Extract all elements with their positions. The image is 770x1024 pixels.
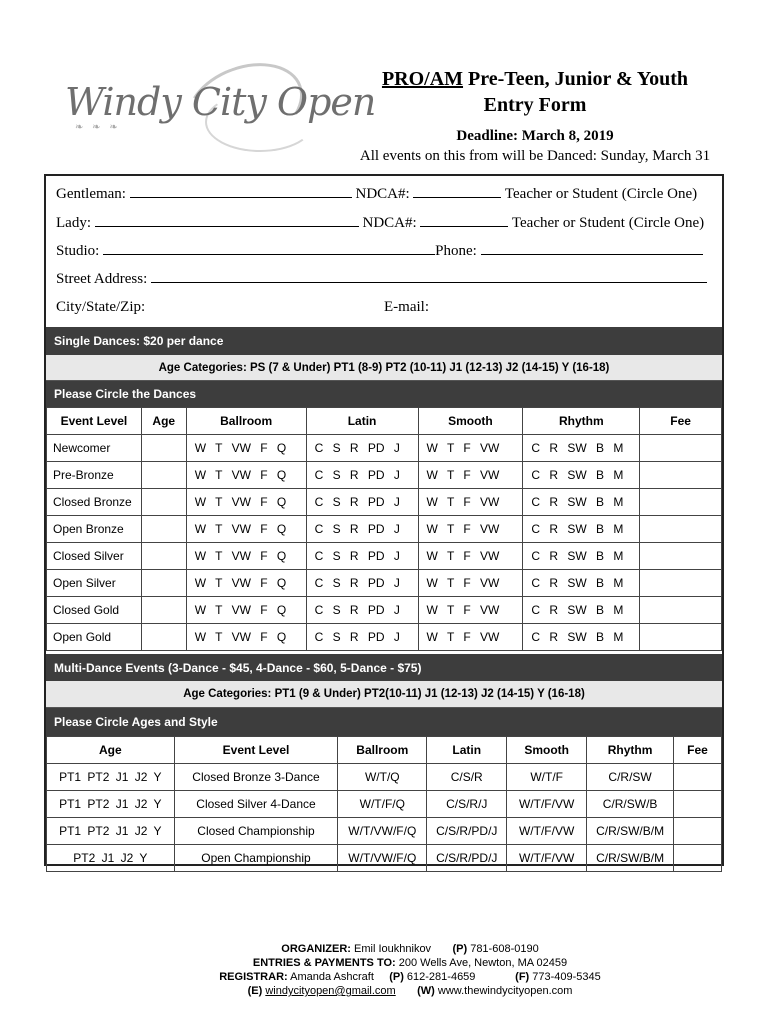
smooth-style[interactable]: W/T/F	[507, 764, 587, 791]
logo-text: Windy City Open	[65, 80, 376, 124]
footer-web-line	[150, 984, 670, 998]
footer-organizer-line	[150, 942, 670, 956]
event-level: Open Silver	[47, 570, 142, 597]
header-smooth: Smooth	[507, 737, 587, 764]
latin-style[interactable]: C/S/R/PD/J	[427, 845, 507, 872]
header-age: Age	[141, 408, 186, 435]
lady-row	[56, 215, 704, 232]
age-cell[interactable]	[141, 462, 186, 489]
header-event-level: Event Level	[174, 737, 338, 764]
ballroom-dances[interactable]: W T VW F Q	[186, 516, 306, 543]
event-level: Pre-Bronze	[47, 462, 142, 489]
event-level: Closed Gold	[47, 597, 142, 624]
title-proam: PRO/AM	[381, 68, 464, 90]
rhythm-dances[interactable]: C R SW B M	[523, 570, 640, 597]
gentleman-label: Gentleman:	[56, 186, 126, 202]
entries-address: 200 Wells Ave, Newton, MA 02459	[395, 957, 568, 969]
smooth-style[interactable]: W/T/F/VW	[507, 818, 587, 845]
single-dances-bar: Single Dances: $20 per dance	[46, 327, 722, 355]
latin-dances[interactable]: C S R PD J	[306, 543, 418, 570]
latin-dances[interactable]: C S R PD J	[306, 570, 418, 597]
header-ballroom: Ballroom	[338, 737, 427, 764]
lady-field[interactable]	[95, 215, 359, 227]
rhythm-dances[interactable]: C R SW B M	[523, 543, 640, 570]
table-row	[47, 764, 722, 791]
smooth-dances[interactable]: W T F VW	[418, 516, 523, 543]
header-fee: Fee	[674, 737, 722, 764]
header-rhythm: Rhythm	[587, 737, 674, 764]
event-level: Open Gold	[47, 624, 142, 651]
header-smooth: Smooth	[418, 408, 523, 435]
registrar-label: REGISTRAR:	[219, 971, 288, 983]
header-age: Age	[47, 737, 175, 764]
form-title-line1	[330, 66, 740, 92]
smooth-dances[interactable]: W T F VW	[418, 435, 523, 462]
ndca-field-1[interactable]	[413, 186, 501, 198]
header-ballroom: Ballroom	[186, 408, 306, 435]
ballroom-dances[interactable]: W T VW F Q	[186, 624, 306, 651]
age-options[interactable]: PT1 PT2 J1 J2 Y	[47, 791, 175, 818]
organizer-name: Emil Ioukhnikov	[350, 943, 432, 955]
smooth-dances[interactable]: W T F VW	[418, 489, 523, 516]
organizer-label: ORGANIZER:	[281, 943, 351, 955]
circle-dances-bar: Please Circle the Dances	[46, 381, 722, 407]
event-level: Closed Championship	[174, 818, 338, 845]
smooth-dances[interactable]: W T F VW	[418, 570, 523, 597]
smooth-dances[interactable]: W T F VW	[418, 543, 523, 570]
table-row	[47, 543, 722, 570]
footer-registrar-line	[150, 970, 670, 984]
header-rhythm: Rhythm	[523, 408, 640, 435]
fee-cell[interactable]	[640, 489, 722, 516]
table-row	[47, 624, 722, 651]
web-label: (W)	[417, 985, 435, 997]
latin-dances[interactable]: C S R PD J	[306, 462, 418, 489]
age-options[interactable]: PT1 PT2 J1 J2 Y	[47, 818, 175, 845]
header-latin: Latin	[306, 408, 418, 435]
age-cell[interactable]	[141, 597, 186, 624]
smooth-dances[interactable]: W T F VW	[418, 597, 523, 624]
rhythm-dances[interactable]: C R SW B M	[523, 462, 640, 489]
deadline: Deadline: March 8, 2019	[456, 128, 614, 144]
fee-cell[interactable]	[640, 624, 722, 651]
entry-form-box	[44, 174, 724, 866]
footer-entries-line	[150, 956, 670, 970]
studio-label: Studio:	[56, 243, 100, 259]
age-options[interactable]: PT2 J1 J2 Y	[47, 845, 175, 872]
table-row	[47, 489, 722, 516]
rhythm-style[interactable]: C/R/SW/B	[587, 791, 674, 818]
event-level: Closed Bronze	[47, 489, 142, 516]
ndca-label-1: NDCA#:	[355, 186, 410, 202]
street-label: Street Address:	[56, 271, 148, 287]
ballroom-dances[interactable]: W T VW F Q	[186, 570, 306, 597]
table-row	[47, 597, 722, 624]
fee-cell[interactable]	[674, 818, 722, 845]
age-cell[interactable]	[141, 435, 186, 462]
rhythm-dances[interactable]: C R SW B M	[523, 516, 640, 543]
circle-ages-bar: Please Circle Ages and Style	[46, 708, 722, 736]
header-event-level: Event Level	[47, 408, 142, 435]
ballroom-style[interactable]: W/T/F/Q	[338, 791, 427, 818]
event-level: Closed Bronze 3-Dance	[174, 764, 338, 791]
ballroom-style[interactable]: W/T/Q	[338, 764, 427, 791]
registrar-name: Amanda Ashcraft	[287, 971, 374, 983]
studio-row	[56, 243, 703, 260]
entries-label: ENTRIES & PAYMENTS TO:	[252, 957, 396, 969]
form-title-line2: Entry Form	[483, 94, 587, 116]
registrar-fax-label: (F)	[515, 971, 530, 983]
fee-cell[interactable]	[640, 516, 722, 543]
email-link[interactable]: windycityopen@gmail.com	[265, 985, 396, 997]
ballroom-style[interactable]: W/T/VW/F/Q	[338, 818, 427, 845]
phone-field[interactable]	[481, 243, 703, 255]
ballroom-dances[interactable]: W T VW F Q	[186, 597, 306, 624]
single-table-header	[47, 408, 722, 435]
email-label: E-mail:	[384, 299, 429, 315]
multi-dance-bar: Multi-Dance Events (3-Dance - $45, 4-Dance - $60, 5-Dance - $75)	[46, 654, 722, 681]
ndca-label-2: NDCA#:	[362, 215, 417, 231]
fee-cell[interactable]	[674, 764, 722, 791]
event-level: Closed Silver	[47, 543, 142, 570]
rhythm-style[interactable]: C/R/SW	[587, 764, 674, 791]
gentleman-row	[56, 186, 697, 203]
age-cell[interactable]	[141, 624, 186, 651]
single-dances-table	[46, 407, 722, 651]
street-row	[56, 271, 707, 288]
ndca-field-2[interactable]	[420, 215, 508, 227]
organizer-phone-label: (P)	[452, 943, 468, 955]
rhythm-style[interactable]: C/R/SW/B/M	[587, 845, 674, 872]
title-rest: Pre-Teen, Junior & Youth	[463, 68, 689, 90]
event-level: Open Bronze	[47, 516, 142, 543]
event-level: Open Championship	[174, 845, 338, 872]
title-block	[330, 66, 740, 166]
rhythm-dances[interactable]: C R SW B M	[523, 489, 640, 516]
age-cell[interactable]	[141, 516, 186, 543]
event-level: Newcomer	[47, 435, 142, 462]
multi-age-categories: Age Categories: PT1 (9 & Under) PT2(10-11) J1 (12-13) J2 (14-15) Y (16-18)	[46, 681, 722, 708]
gentleman-field[interactable]	[130, 186, 352, 198]
ballroom-dances[interactable]: W T VW F Q	[186, 543, 306, 570]
windy-city-open-logo	[55, 62, 376, 157]
fee-cell[interactable]	[640, 462, 722, 489]
latin-dances[interactable]: C S R PD J	[306, 597, 418, 624]
age-cell[interactable]	[141, 489, 186, 516]
latin-dances[interactable]: C S R PD J	[306, 516, 418, 543]
fee-cell[interactable]	[640, 570, 722, 597]
age-cell[interactable]	[141, 543, 186, 570]
latin-style[interactable]: C/S/R/J	[427, 791, 507, 818]
table-row	[47, 845, 722, 872]
fee-cell[interactable]	[640, 597, 722, 624]
age-options[interactable]: PT1 PT2 J1 J2 Y	[47, 764, 175, 791]
ballroom-style[interactable]: W/T/VW/F/Q	[338, 845, 427, 872]
latin-style[interactable]: C/S/R/PD/J	[427, 818, 507, 845]
fee-cell[interactable]	[640, 543, 722, 570]
ballroom-dances[interactable]: W T VW F Q	[186, 489, 306, 516]
latin-style[interactable]: C/S/R	[427, 764, 507, 791]
web-link[interactable]: www.thewindycityopen.com	[434, 985, 573, 997]
rhythm-style[interactable]: C/R/SW/B/M	[587, 818, 674, 845]
email-label: (E)	[247, 985, 263, 997]
smooth-dances[interactable]: W T F VW	[418, 462, 523, 489]
header-latin: Latin	[427, 737, 507, 764]
table-row	[47, 516, 722, 543]
registrar-phone: 612-281-4659	[403, 971, 476, 983]
latin-dances[interactable]: C S R PD J	[306, 435, 418, 462]
city-row	[56, 299, 716, 316]
street-field[interactable]	[151, 271, 707, 283]
rhythm-dances[interactable]: C R SW B M	[523, 597, 640, 624]
teacher-student-1[interactable]: Teacher or Student (Circle One)	[504, 186, 698, 202]
single-age-categories: Age Categories: PS (7 & Under) PT1 (8-9) PT2 (10-11) J1 (12-13) J2 (14-15) Y (16-18)	[46, 355, 722, 381]
event-level: Closed Silver 4-Dance	[174, 791, 338, 818]
registrar-phone-label: (P)	[389, 971, 404, 983]
latin-dances[interactable]: C S R PD J	[306, 489, 418, 516]
multi-dance-table	[46, 736, 722, 872]
lady-label: Lady:	[56, 215, 91, 231]
smooth-style[interactable]: W/T/F/VW	[507, 845, 587, 872]
rhythm-dances[interactable]: C R SW B M	[523, 624, 640, 651]
header-fee: Fee	[640, 408, 722, 435]
logo-leaf-decoration: ❧ ❧ ❧	[75, 122, 121, 133]
table-row	[47, 570, 722, 597]
city-label: City/State/Zip:	[56, 299, 146, 315]
table-row	[47, 435, 722, 462]
table-row	[47, 791, 722, 818]
smooth-dances[interactable]: W T F VW	[418, 624, 523, 651]
ballroom-dances[interactable]: W T VW F Q	[186, 435, 306, 462]
fee-cell[interactable]	[674, 791, 722, 818]
teacher-student-2[interactable]: Teacher or Student (Circle One)	[511, 215, 705, 231]
phone-label: Phone:	[435, 243, 477, 259]
smooth-style[interactable]: W/T/F/VW	[507, 791, 587, 818]
rhythm-dances[interactable]: C R SW B M	[523, 435, 640, 462]
fee-cell[interactable]	[640, 435, 722, 462]
age-cell[interactable]	[141, 570, 186, 597]
latin-dances[interactable]: C S R PD J	[306, 624, 418, 651]
footer-contact	[150, 942, 670, 998]
events-note: All events on this from will be Danced: Sunday, March 31	[359, 148, 711, 164]
fee-cell[interactable]	[674, 845, 722, 872]
table-row	[47, 818, 722, 845]
multi-table-header	[47, 737, 722, 764]
registrar-fax: 773-409-5345	[529, 971, 601, 983]
ballroom-dances[interactable]: W T VW F Q	[186, 462, 306, 489]
table-row	[47, 462, 722, 489]
studio-field[interactable]	[103, 243, 435, 255]
organizer-phone: 781-608-0190	[467, 943, 539, 955]
